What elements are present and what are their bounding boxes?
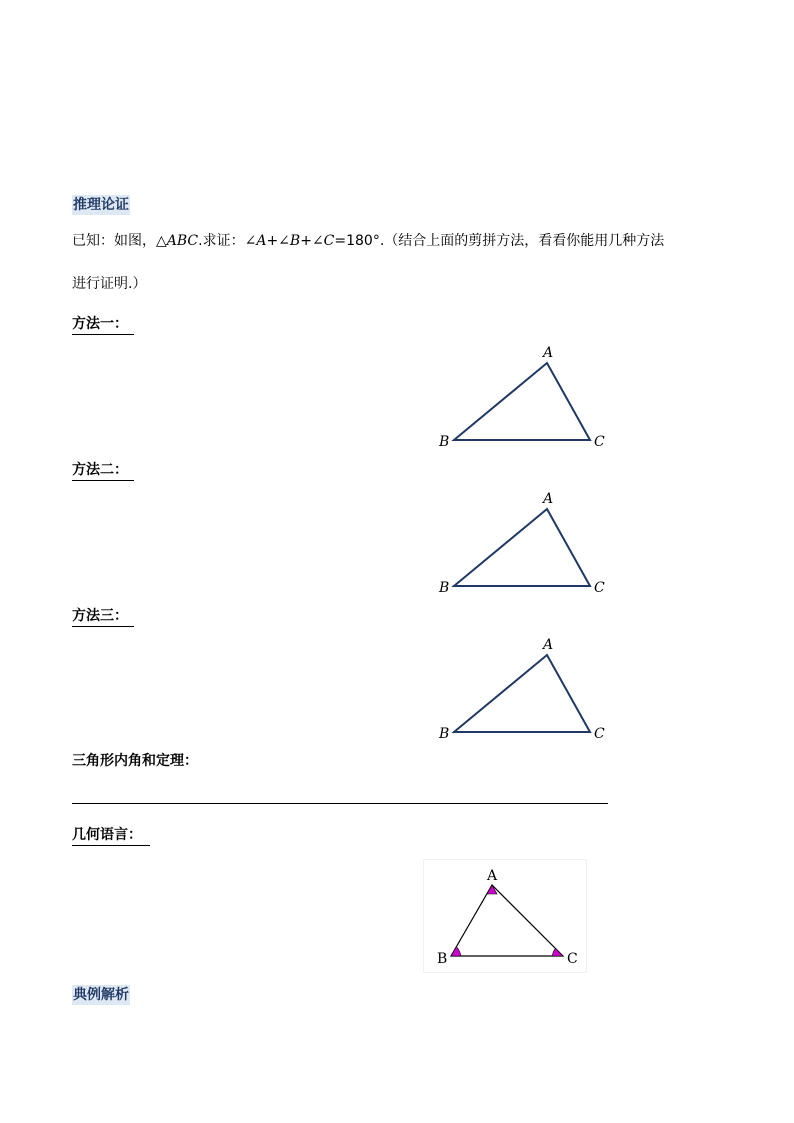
vertex-label-a: A [543, 637, 554, 653]
vertex-label-b: B [439, 434, 450, 450]
method-two-label: 方法二： [72, 461, 134, 481]
triangle-abc [454, 509, 590, 586]
angle-a: ∠A [244, 233, 267, 249]
vertex-label-c: C [594, 434, 605, 450]
angle-mark-c [553, 949, 564, 957]
angle-c: ∠C [311, 233, 335, 249]
given-statement [72, 231, 664, 251]
angle-mark-a [487, 885, 497, 894]
method-three-label: 方法三： [72, 607, 134, 627]
given-prefix: 已知：如图， [72, 233, 156, 249]
vertex-label-c: C [594, 580, 605, 596]
theorem-label: 三角形内角和定理： [72, 753, 198, 769]
angle-b: ∠B [278, 233, 301, 249]
answer-blank-line [72, 803, 608, 804]
given-hint: （结合上面的剪拼方法，看看你能用几种方法 [384, 233, 665, 249]
vertex-label-c: C [594, 726, 605, 742]
method-one-label: 方法一： [72, 315, 134, 335]
plus-sign: + [266, 233, 279, 249]
geometry-language-label: 几何语言： [72, 826, 150, 846]
vertex-label-c: C [567, 951, 578, 967]
vertex-label-a: A [487, 868, 498, 884]
triangle-abc [451, 885, 563, 956]
equals-180: =180°. [334, 233, 385, 249]
triangle-name: △ABC [156, 233, 199, 249]
triangle-figure-3 [435, 632, 615, 747]
vertex-label-a: A [543, 345, 554, 361]
triangle-figure-1 [435, 340, 615, 455]
triangle-abc [454, 363, 590, 440]
section-heading-examples: 典例解析 [73, 987, 129, 1003]
vertex-label-b: B [439, 580, 450, 596]
angle-marked-triangle-figure [424, 860, 586, 972]
vertex-label-b: B [439, 726, 450, 742]
angle-marked-triangle-frame [423, 859, 587, 973]
triangle-abc [454, 655, 590, 732]
triangle-figure-2 [435, 486, 615, 601]
vertex-label-a: A [543, 491, 554, 507]
section-heading-reasoning: 推理论证 [73, 197, 129, 213]
given-statement-line2: 进行证明.） [72, 276, 147, 292]
prove-prefix: .求证： [198, 233, 245, 249]
angle-mark-b [451, 947, 461, 957]
plus-sign: + [300, 233, 312, 249]
vertex-label-b: B [437, 951, 448, 967]
